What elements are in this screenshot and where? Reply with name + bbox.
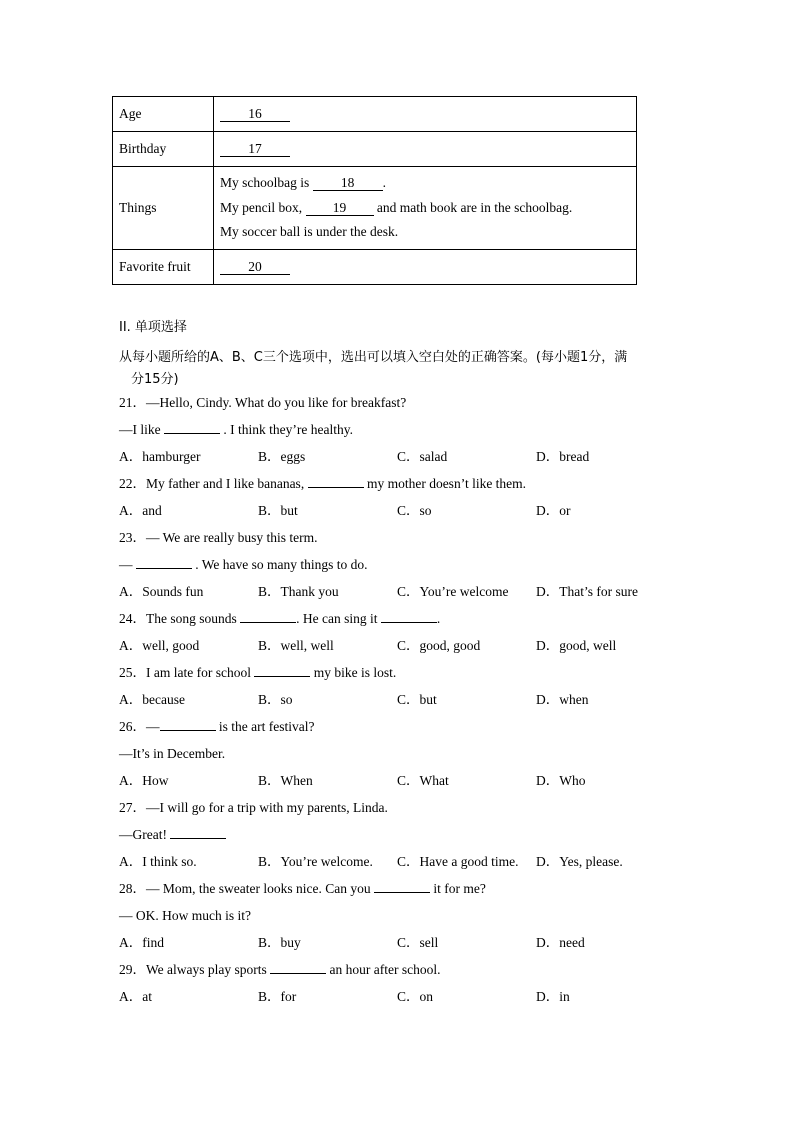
question: [119, 524, 679, 605]
question-text: — OK. How much is it?: [119, 908, 251, 923]
row-value: [214, 250, 637, 285]
option-row: [119, 632, 679, 659]
row-value: [214, 97, 637, 132]
things-line: [220, 196, 630, 221]
text: .: [382, 175, 386, 191]
table-row: [113, 132, 637, 167]
fill-in-blank: [374, 879, 430, 893]
table-row: [113, 167, 637, 250]
question-text: it for me?: [429, 881, 486, 896]
things-line: [220, 171, 630, 196]
row-label: Birthday: [113, 132, 214, 167]
option-d: D．good, well: [536, 638, 617, 653]
option-c: C．but: [397, 692, 437, 707]
fill-in-blank: [160, 717, 216, 731]
option-row: [119, 983, 679, 1010]
multiple-choice-section: [119, 316, 679, 1010]
question-line: [119, 740, 679, 767]
option-a: A．find: [119, 935, 164, 950]
question-line: [119, 605, 679, 632]
question-line: [119, 470, 679, 497]
text: and math book are in the schoolbag.: [373, 199, 573, 215]
question-line: [119, 821, 679, 848]
option-b: B．buy: [258, 935, 301, 950]
option-c: C．salad: [397, 449, 448, 464]
option-d: D．Yes, please.: [536, 854, 623, 869]
question: [119, 713, 679, 794]
fill-in-blank: [270, 960, 326, 974]
question-line: [119, 956, 679, 983]
question-text: . He can sing it: [296, 611, 381, 626]
table-row: [113, 97, 637, 132]
option-a: A．How: [119, 773, 169, 788]
answer-blank: 20: [220, 260, 290, 275]
question-text: —Great!: [119, 827, 171, 842]
question-line: [119, 551, 679, 578]
option-row: [119, 929, 679, 956]
instruction-line: 分15分): [131, 372, 179, 387]
answer-blank: 18: [313, 176, 383, 191]
option-d: D．need: [536, 935, 585, 950]
question-text: my bike is lost.: [310, 665, 397, 680]
fill-in-blank: [308, 474, 364, 488]
answer-blank: 17: [220, 142, 290, 157]
question-line: [119, 416, 679, 443]
question-text: . I think they’re healthy.: [220, 422, 353, 437]
question-text: an hour after school.: [326, 962, 441, 977]
option-a: A．because: [119, 692, 185, 707]
question-text: 23．— We are really busy this term.: [119, 530, 318, 545]
option-a: A．well, good: [119, 638, 200, 653]
text: My schoolbag is: [220, 175, 313, 191]
question-text: 26．—: [119, 719, 160, 734]
option-c: C．Have a good time.: [397, 854, 519, 869]
fill-in-blank: [240, 609, 296, 623]
question-text: —: [119, 557, 136, 572]
option-d: D．or: [536, 503, 571, 518]
question: [119, 794, 679, 875]
question-text: 24．The song sounds: [119, 611, 241, 626]
fill-in-blank: [136, 555, 192, 569]
option-c: C．on: [397, 989, 434, 1004]
question: [119, 389, 679, 470]
option-d: D．Who: [536, 773, 586, 788]
option-d: D．when: [536, 692, 589, 707]
question-line: [119, 659, 679, 686]
question-line: [119, 713, 679, 740]
info-table: [112, 96, 637, 285]
option-c: C．What: [397, 773, 449, 788]
question-line: [119, 389, 679, 416]
option-row: [119, 686, 679, 713]
option-b: B．Thank you: [258, 584, 339, 599]
question-text: 22．My father and I like bananas,: [119, 476, 308, 491]
option-row: [119, 767, 679, 794]
section-title: II. 单项选择: [119, 320, 187, 335]
option-d: D．That’s for sure: [536, 584, 638, 599]
row-value: [214, 132, 637, 167]
row-value: [214, 167, 637, 250]
option-b: B．but: [258, 503, 298, 518]
option-row: [119, 443, 679, 470]
question: [119, 605, 679, 659]
question: [119, 470, 679, 524]
question-text: . We have so many things to do.: [191, 557, 368, 572]
option-row: [119, 497, 679, 524]
things-line: My soccer ball is under the desk.: [220, 224, 399, 240]
option-c: C．good, good: [397, 638, 481, 653]
row-label: Age: [113, 97, 214, 132]
option-d: D．bread: [536, 449, 590, 464]
option-b: B．well, well: [258, 638, 334, 653]
section-instruction: [119, 344, 679, 389]
option-d: D．in: [536, 989, 570, 1004]
table-row: [113, 250, 637, 285]
option-a: A．Sounds fun: [119, 584, 204, 599]
option-row: [119, 578, 679, 605]
option-a: A．hamburger: [119, 449, 201, 464]
fill-in-blank: [164, 420, 220, 434]
fill-in-blank: [254, 663, 310, 677]
question-text: my mother doesn’t like them.: [363, 476, 527, 491]
question-list: [119, 389, 679, 1010]
fill-in-blank: [170, 825, 226, 839]
row-label: Things: [113, 167, 214, 250]
option-a: A．at: [119, 989, 152, 1004]
option-b: B．so: [258, 692, 293, 707]
question-text: —I like: [119, 422, 164, 437]
question: [119, 956, 679, 1010]
question-line: [119, 794, 679, 821]
question: [119, 659, 679, 713]
question-text: 21．—Hello, Cindy. What do you like for breakfast?: [119, 395, 407, 410]
question-line: [119, 902, 679, 929]
question-line: [119, 524, 679, 551]
option-c: C．so: [397, 503, 432, 518]
option-a: A．and: [119, 503, 162, 518]
option-b: B．for: [258, 989, 297, 1004]
question-text: is the art festival?: [215, 719, 315, 734]
question-text: —It’s in December.: [119, 746, 226, 761]
question: [119, 875, 679, 956]
question-text: 27．—I will go for a trip with my parents, Linda.: [119, 800, 388, 815]
fill-in-blank: [381, 609, 437, 623]
question-text: 25．I am late for school: [119, 665, 255, 680]
option-row: [119, 848, 679, 875]
option-a: A．I think so.: [119, 854, 197, 869]
question-line: [119, 875, 679, 902]
instruction-line: 从每小题所给的A、B、C三个选项中，选出可以填入空白处的正确答案。(每小题1分，满: [119, 350, 628, 365]
row-label: Favorite fruit: [113, 250, 214, 285]
option-b: B．When: [258, 773, 313, 788]
question-text: .: [436, 611, 441, 626]
question-text: 29．We always play sports: [119, 962, 271, 977]
text: My pencil box,: [220, 199, 306, 215]
question-text: 28．— Mom, the sweater looks nice. Can you: [119, 881, 374, 896]
option-c: C．sell: [397, 935, 439, 950]
option-b: B．You’re welcome.: [258, 854, 373, 869]
option-c: C．You’re welcome: [397, 584, 509, 599]
answer-blank: 16: [220, 107, 290, 122]
option-b: B．eggs: [258, 449, 306, 464]
answer-blank: 19: [306, 201, 374, 216]
